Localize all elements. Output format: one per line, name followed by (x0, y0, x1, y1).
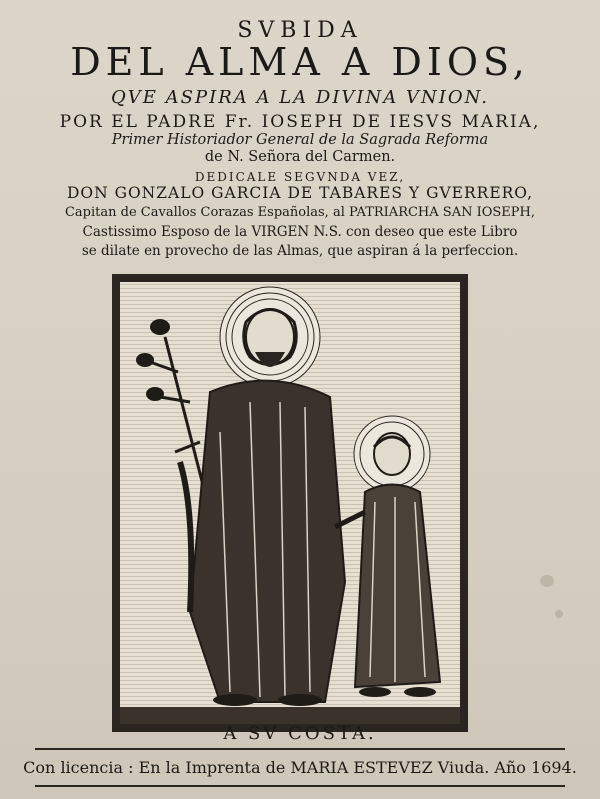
dedicator-name: DON GONZALO GARCIA DE TABARES Y GVERRERO, (66, 184, 534, 202)
dedication-text-1: Capitan de Cavallos Corazas Españolas, al PATRIARCHA SAN IOSEPH, (64, 205, 535, 220)
subtitle: QVE ASPIRA A LA DIVINA VNION. (111, 87, 489, 108)
dedication-text-3: se dilate en provecho de las Almas, que aspiran á la perfeccion. (81, 243, 519, 259)
imprint-rule-bottom (35, 785, 565, 787)
paper-stain (555, 610, 563, 618)
author-title-line-2: de N. Señora del Carmen. (204, 149, 396, 165)
author-line: POR EL PADRE Fr. IOSEPH DE IESVS MARIA, (59, 112, 541, 132)
dedication-heading: DEDICALE SEGVNDA VEZ, (194, 170, 406, 184)
main-title: DEL ALMA A DIOS, (70, 40, 530, 84)
lily-flowers (136, 319, 170, 401)
title-line-1: SVBIDA (237, 18, 363, 43)
paper-stain (540, 575, 554, 587)
imprint-license: Con licencia : En la Imprenta de MARIA ESTEVEZ Viuda. Año 1694. (23, 758, 577, 777)
ground-strip (120, 707, 460, 724)
dedication-text-2: Castissimo Esposo de la VIRGEN N.S. con deseo que este Libro (82, 224, 518, 240)
saint-joseph-and-child-woodcut (120, 282, 460, 724)
woodcut-illustration (112, 274, 468, 732)
author-title-line: Primer Historiador General de la Sagrada Reforma (111, 132, 489, 148)
imprint-at-his-cost: A SV COSTA. (223, 723, 377, 744)
imprint-rule-top (35, 748, 565, 750)
